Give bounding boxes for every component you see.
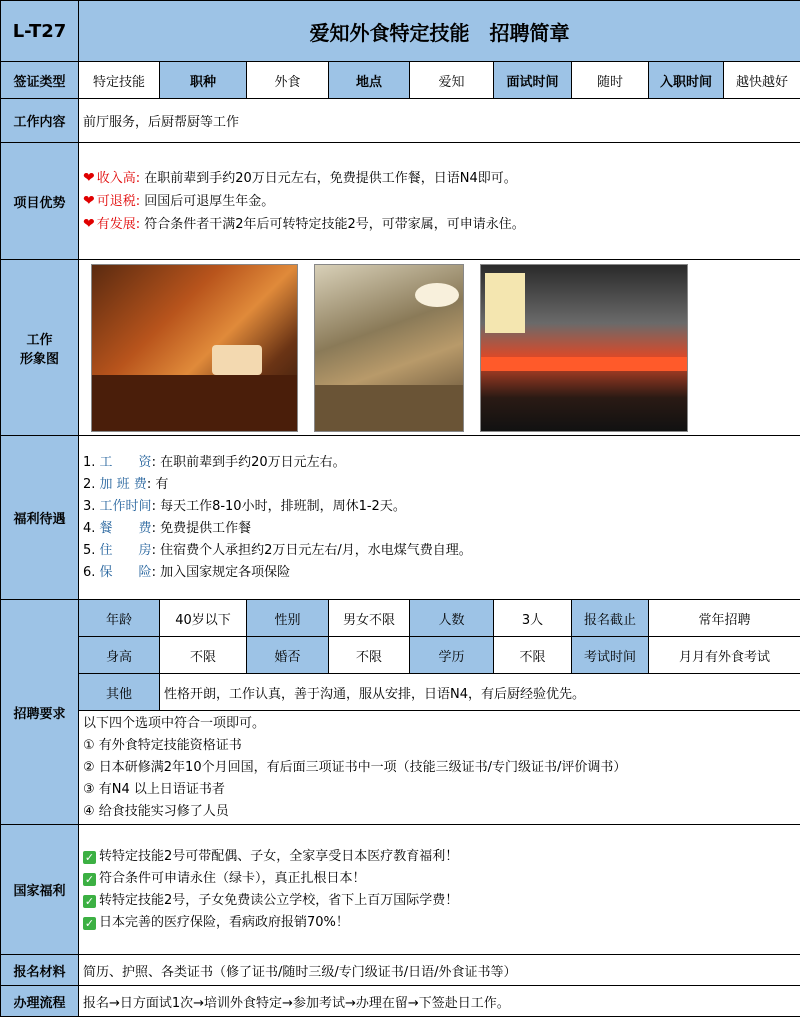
marriage-label: 婚否 xyxy=(247,637,329,674)
advantage-item: ❤ 可退税: 回国后可退厚生年金。 xyxy=(83,192,275,209)
age-label: 年龄 xyxy=(79,600,160,637)
job-type-label: 职种 xyxy=(160,62,247,99)
job-type-value: 外食 xyxy=(247,62,329,99)
advantages-label: 项目优势 xyxy=(1,143,79,260)
benefit-item: 6. 保 险: 加入国家规定各项保险 xyxy=(83,564,291,580)
deadline-label: 报名截止 xyxy=(572,600,649,637)
education-label: 学历 xyxy=(410,637,494,674)
sex-label: 性别 xyxy=(247,600,329,637)
benefits-label: 福利待遇 xyxy=(1,436,79,600)
advantages-list xyxy=(79,143,800,260)
entry-cell xyxy=(649,62,800,99)
heart-icon: ❤ xyxy=(83,169,95,186)
check-icon: ✓ xyxy=(84,872,95,886)
welfare-item: ✓ 日本完善的医疗保险，看病政府报销70%！ xyxy=(84,914,349,930)
benefits-list xyxy=(79,436,800,600)
exam-time-label: 考试时间 xyxy=(572,637,649,674)
benefit-item: 4. 餐 费: 免费提供工作餐 xyxy=(83,520,252,536)
option-item: ③ 有N4 以上日语证书者 xyxy=(83,781,225,797)
materials-label: 报名材料 xyxy=(1,955,79,986)
height-label: 身高 xyxy=(79,637,160,674)
images-cell xyxy=(79,260,800,436)
benefit-item: 1. 工 资: 在职前辈到手约20万日元左右。 xyxy=(83,454,346,470)
process-label: 办理流程 xyxy=(1,986,79,1017)
location-value: 爱知 xyxy=(410,62,494,99)
marriage-value: 不限 xyxy=(329,637,410,674)
entry-time-label: 入职时间 xyxy=(649,62,724,98)
process-text: 报名→日方面试1次→培训外食特定→参加考试→办理在留→下签赴日工作。 xyxy=(79,986,800,1017)
benefit-item: 3. 工作时间: 每天工作8-10小时，排班制，周休1-2天。 xyxy=(83,498,406,514)
height-value: 不限 xyxy=(160,637,247,674)
exam-time-value: 月月有外食考试 xyxy=(649,637,800,674)
restaurant-dining-photo xyxy=(314,264,464,432)
images-label: 工作 形象图 xyxy=(1,260,79,436)
check-icon: ✓ xyxy=(84,850,95,864)
check-icon: ✓ xyxy=(84,916,95,930)
benefit-item: 2. 加 班 费: 有 xyxy=(83,476,169,492)
deadline-value: 常年招聘 xyxy=(649,600,800,637)
other-value: 性格开朗，工作认真，善于沟通，服从安排，日语N4，有后厨经验优先。 xyxy=(160,674,800,711)
entry-time-value: 越快越好 xyxy=(735,74,788,90)
location-label: 地点 xyxy=(329,62,410,99)
page-title: 爱知外食特定技能 招聘简章 xyxy=(79,1,800,62)
visa-type-value: 特定技能 xyxy=(79,62,160,99)
materials-text: 简历、护照、各类证书（修了证书/随时三级/专门级证书/日语/外食证书等） xyxy=(79,955,800,986)
job-code: L-T27 xyxy=(1,1,79,62)
heart-icon: ❤ xyxy=(83,215,95,232)
check-icon: ✓ xyxy=(84,894,95,908)
work-content-label: 工作内容 xyxy=(1,99,79,143)
welfare-item: ✓ 转特定技能2号可带配偶、子女，全家享受日本医疗教育福利！ xyxy=(84,848,459,864)
option-item: ① 有外食特定技能资格证书 xyxy=(83,737,242,753)
advantage-item: ❤ 有发展: 符合条件者干满2年后可转特定技能2号，可带家属，可申请永住。 xyxy=(83,215,525,232)
headcount-label: 人数 xyxy=(410,600,494,637)
benefit-item: 5. 住 房: 住宿费个人承担约2万日元左右/月，水电煤气费自理。 xyxy=(83,542,472,558)
interview-time-label: 面试时间 xyxy=(494,62,572,99)
requirement-options xyxy=(79,711,800,825)
advantage-item: ❤ 收入高: 在职前辈到手约20万日元左右，免费提供工作餐，日语N4即可。 xyxy=(83,169,517,186)
age-value: 40岁以下 xyxy=(160,600,247,637)
heart-icon: ❤ xyxy=(83,192,95,209)
restaurant-booth-photo xyxy=(91,264,298,432)
national-welfare-label: 国家福利 xyxy=(1,825,79,955)
visa-type-label: 签证类型 xyxy=(1,62,79,99)
interview-time-value: 随时 xyxy=(572,62,649,99)
option-item: ② 日本研修满2年10个月回国，有后面三项证书中一项（技能三级证书/专门级证书/评价调书） xyxy=(83,759,627,775)
education-value: 不限 xyxy=(494,637,572,674)
option-item: ④ 给食技能实习修了人员 xyxy=(83,803,229,819)
sex-value: 男女不限 xyxy=(329,600,410,637)
restaurant-counter-photo xyxy=(480,264,688,432)
national-welfare-list xyxy=(79,825,800,955)
options-intro: 以下四个选项中符合一项即可。 xyxy=(83,715,266,731)
other-label: 其他 xyxy=(79,674,160,711)
headcount-value: 3人 xyxy=(494,600,572,637)
work-content-text: 前厅服务，后厨帮厨等工作 xyxy=(79,99,800,143)
welfare-item: ✓ 符合条件可申请永住（绿卡），真正扎根日本！ xyxy=(84,870,366,886)
welfare-item: ✓ 转特定技能2号，子女免费读公立学校，省下上百万国际学费！ xyxy=(84,892,459,908)
requirements-label: 招聘要求 xyxy=(1,600,79,825)
